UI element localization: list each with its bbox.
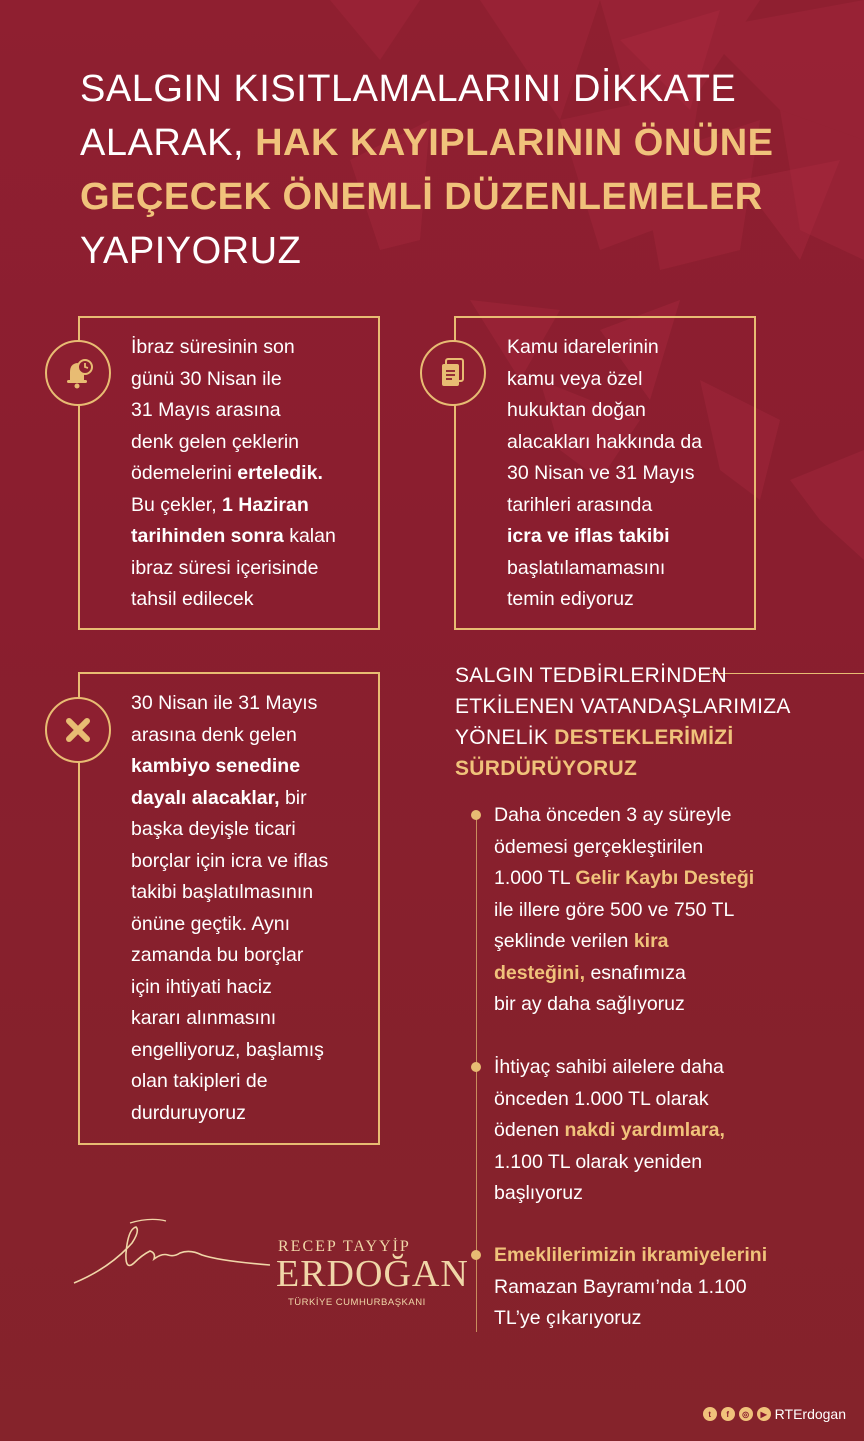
item1-line <box>494 926 784 958</box>
signature-role: TÜRKİYE CUMHURBAŞKANI <box>288 1297 426 1308</box>
instagram-icon[interactable]: ◎ <box>739 1407 753 1421</box>
document-icon <box>420 340 486 406</box>
item3-line: Ramazan Bayramı’nda 1.100 <box>494 1275 747 1298</box>
signature-first-name: RECEP TAYYİP <box>278 1238 411 1255</box>
box1-line: ibraz süresi içerisinde <box>131 556 319 579</box>
title-line-2-highlight: HAK KAYIPLARININ ÖNÜNE <box>255 122 774 164</box>
item1-line <box>494 863 784 895</box>
box-text-public-receivables <box>507 332 747 616</box>
item1-text: 1.000 TL <box>494 867 576 889</box>
item1-line: Daha önceden 3 ay süreyle <box>494 804 732 826</box>
main-title <box>80 62 820 278</box>
item1-text: esnafımıza <box>585 961 686 984</box>
box1-bold: tarihinden sonra <box>131 525 284 547</box>
section-text: YÖNELİK <box>455 726 555 749</box>
support-item-income-loss <box>494 800 784 1021</box>
signature-block <box>70 1208 469 1308</box>
box3-line: durduruyoruz <box>131 1101 246 1124</box>
box1-line <box>131 490 371 522</box>
close-x-icon <box>45 697 111 763</box>
item1-line <box>494 958 784 990</box>
box3-line: kararı alınmasını <box>131 1007 277 1029</box>
item1-highlight: desteğini, <box>494 961 586 984</box>
box1-line <box>131 521 371 553</box>
item1-line: bir ay daha sağlıyoruz <box>494 993 685 1015</box>
box2-bold: icra ve iflas takibi <box>507 525 670 547</box>
social-handle[interactable]: RTErdogan <box>774 1406 846 1422</box>
box3-text: bir <box>279 786 307 809</box>
support-item-pension-bonus <box>494 1240 784 1335</box>
signature-last-name: ERDOĞAN <box>276 1253 469 1295</box>
section-heading <box>455 660 835 784</box>
box3-line: 30 Nisan ile 31 Mayıs <box>131 692 318 714</box>
box1-line: denk gelen çeklerin <box>131 430 300 453</box>
box1-text: ödemelerini <box>131 462 238 484</box>
section-line-2: ETKİLENEN VATANDAŞLARIMIZA <box>455 695 791 718</box>
box1-line: İbraz süresinin son <box>131 336 295 358</box>
box3-bold: dayalı alacaklar, <box>131 786 280 809</box>
box3-line: borçlar için icra ve iflas <box>131 849 329 872</box>
section-line-3 <box>455 722 835 753</box>
item3-line: TL’ye çıkarıyoruz <box>494 1307 642 1329</box>
box3-line <box>131 751 371 783</box>
youtube-icon[interactable]: ▶ <box>757 1407 771 1421</box>
box2-line: temin ediyoruz <box>507 588 634 610</box>
item2-line: 1.100 TL olarak yeniden <box>494 1150 703 1173</box>
box3-line: takibi başlatılmasının <box>131 881 314 903</box>
box3-line: için ihtiyati haciz <box>131 975 272 998</box>
box2-line: hukuktan doğan <box>507 399 646 421</box>
item3-line: Emeklilerimizin ikramiyelerini <box>494 1244 768 1266</box>
box2-line: başlatılamamasını <box>507 556 666 579</box>
item2-highlight: nakdi yardımlara, <box>564 1119 725 1141</box>
item2-text: ödenen <box>494 1119 565 1141</box>
box2-line: kamu veya özel <box>507 367 643 390</box>
section-line-4: SÜRDÜRÜYORUZ <box>455 757 638 780</box>
box3-line: başka deyişle ticari <box>131 818 296 840</box>
box1-line: günü 30 Nisan ile <box>131 367 282 390</box>
timeline-dot <box>471 810 481 820</box>
box-text-cheques <box>131 332 371 616</box>
box1-line: 31 Mayıs arasına <box>131 399 281 421</box>
box3-bold: kambiyo senedine <box>131 755 301 777</box>
timeline-dot <box>471 1062 481 1072</box>
item2-line: önceden 1.000 TL olarak <box>494 1087 709 1110</box>
box3-line <box>131 783 371 815</box>
title-line-1: SALGIN KISITLAMALARINI DİKKATE <box>80 68 737 110</box>
title-line-2-normal: ALARAK, <box>80 122 256 164</box>
box-text-bills-of-exchange <box>131 688 371 1129</box>
box1-text: Bu çekler, <box>131 493 223 516</box>
box2-line: alacakları hakkında da <box>507 430 703 453</box>
item2-line <box>494 1115 784 1147</box>
item1-highlight: Gelir Kaybı Desteği <box>575 867 755 889</box>
box1-line: tahsil edilecek <box>131 588 254 610</box>
box3-line: engelliyoruz, başlamış <box>131 1038 324 1061</box>
title-line-3: GEÇECEK ÖNEMLİ DÜZENLEMELER <box>80 176 763 218</box>
social-bar <box>703 1406 846 1422</box>
box3-line: olan takipleri de <box>131 1070 268 1092</box>
box2-line: tarihleri arasında <box>507 493 653 516</box>
box2-line: 30 Nisan ve 31 Mayıs <box>507 462 695 484</box>
item2-line: başlıyoruz <box>494 1182 583 1204</box>
box3-line: arasına denk gelen <box>131 723 297 746</box>
box3-line: önüne geçtik. Aynı <box>131 912 291 935</box>
bell-clock-icon <box>45 340 111 406</box>
twitter-icon[interactable]: t <box>703 1407 717 1421</box>
item1-highlight: kira <box>633 930 669 952</box>
facebook-icon[interactable]: f <box>721 1407 735 1421</box>
item1-text: şeklinde verilen <box>494 930 634 952</box>
box2-line <box>507 521 747 553</box>
title-line-2 <box>80 116 820 170</box>
box1-text: kalan <box>283 525 336 547</box>
box3-line: zamanda bu borçlar <box>131 944 304 966</box>
box2-line: Kamu idarelerinin <box>507 336 659 358</box>
section-highlight: DESTEKLERİMİZİ <box>554 726 734 749</box>
item2-line: İhtiyaç sahibi ailelere daha <box>494 1056 724 1078</box>
box1-line <box>131 458 371 490</box>
title-line-4: YAPIYORUZ <box>80 230 302 272</box>
handwritten-signature-icon <box>70 1213 270 1293</box>
section-line-1: SALGIN TEDBİRLERİNDEN <box>455 664 727 687</box>
item1-line: ödemesi gerçekleştirilen <box>494 835 704 858</box>
box1-bold: 1 Haziran <box>222 493 309 516</box>
item1-line: ile illere göre 500 ve 750 TL <box>494 898 735 921</box>
support-item-cash-aid <box>494 1052 784 1210</box>
timeline-dot <box>471 1250 481 1260</box>
box1-bold: erteledik. <box>237 462 323 484</box>
